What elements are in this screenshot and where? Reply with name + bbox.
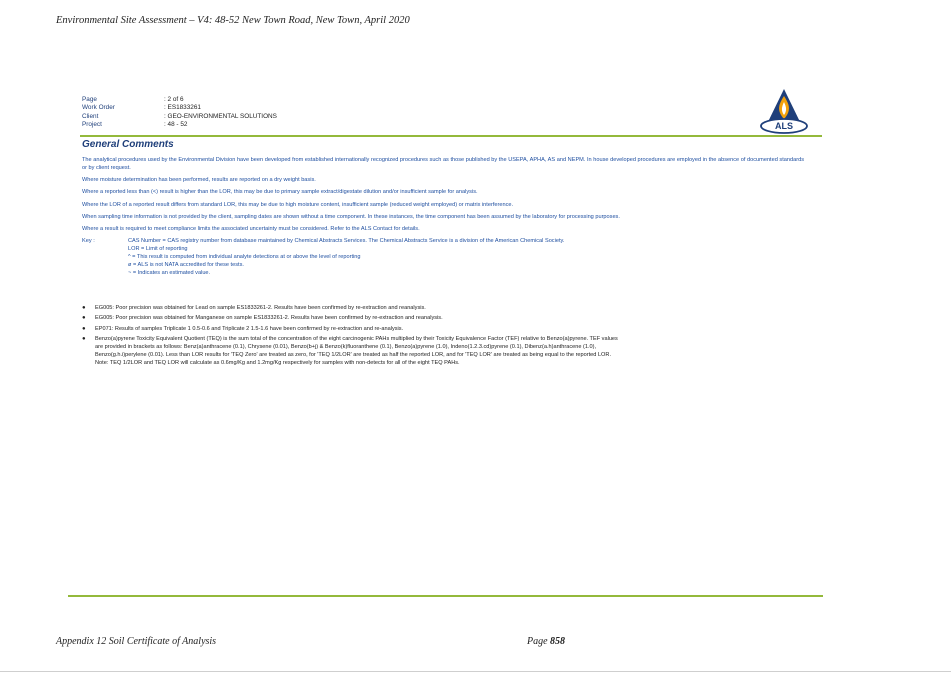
note-line: are provided in brackets as follows: Benz(a)anthracene (0.1), Chrysene (0.01), Benzo(b+j) & Benzo(k)fluoranthene (0.1), Benzo(a)pyrene (1.0), Indeno(1.2.3.cd)pyrene (0.1), Dibenz(a.h)anthracene (1.0), xyxy=(95,344,597,351)
comment-paragraph: When sampling time information is not provided by the client, sampling dates are shown without a time component. In these instances, the time component has been assumed by the laboratory for processing purposes. xyxy=(82,213,620,220)
meta-label: Client xyxy=(82,112,99,120)
note-line: EG005: Poor precision was obtained for Manganese on sample ES1833261-2. Results have been confirmed by re-extraction and reanalysis. xyxy=(95,315,443,322)
note-line: Benzo(g.h.i)perylene (0.01). Less than LOR results for 'TEQ Zero' are treated as zero, for 'TEQ 1/2LOR' are treated as half the reported LOR, and for 'TEQ LOR' are treated as being equal to the reported LOR. xyxy=(95,352,612,359)
meta-value: : ES1833261 xyxy=(164,104,201,112)
report-meta xyxy=(82,96,277,129)
page-number: 858 xyxy=(550,636,566,647)
key-label: Key : xyxy=(82,238,95,245)
meta-row-client xyxy=(82,113,277,121)
note-item xyxy=(82,335,742,367)
note-item xyxy=(82,304,742,312)
analysis-notes xyxy=(82,304,742,370)
general-comments xyxy=(82,156,804,277)
bullet-icon: ● xyxy=(82,336,86,343)
bullet-icon: ● xyxy=(82,315,86,322)
logo-text: ALS xyxy=(775,121,793,132)
key-legend xyxy=(82,237,804,277)
meta-value: : 48 - 52 xyxy=(164,120,188,128)
comment-paragraph: Where the LOR of a reported result differs from standard LOR, this may be due to high moisture content, insufficient sample (reduced weight employed) or matrix interference. xyxy=(82,201,514,208)
note-line: Note: TEQ 1/2LOR and TEQ LOR will calculate as 0.6mg/Kg and 1.2mg/Kg respectively for samples with non-detects for all of the eight TEQ PAHs. xyxy=(95,360,460,367)
page-label: Page xyxy=(527,636,551,647)
bullet-icon: ● xyxy=(82,305,86,311)
key-line: ø = ALS is not NATA accredited for these tests. xyxy=(128,262,244,269)
note-text xyxy=(95,325,403,333)
meta-row-project xyxy=(82,121,277,129)
meta-value: : GEO-ENVIRONMENTAL SOLUTIONS xyxy=(164,112,277,120)
section-title: General Comments xyxy=(82,139,174,150)
note-line: Benzo(a)pyrene Toxicity Equivalent Quotient (TEQ) is the sum total of the concentration of the eight carcinogenic PAHs multiplied by their Toxicity Equivalence Factor (TEF) relative to Benzo(a)pyrene. TEF values xyxy=(95,336,618,343)
key-line: ^ = This result is computed from individual analyte detections at or above the level of reporting xyxy=(128,254,361,261)
als-logo xyxy=(758,86,810,136)
meta-label: Work Order xyxy=(82,104,115,112)
note-text xyxy=(95,304,426,312)
note-line: EG005: Poor precision was obtained for Lead on sample ES1833261-2. Results have been confirmed by re-extraction and reanalysis. xyxy=(95,305,426,311)
comment-paragraph: Where moisture determination has been performed, results are reported on a dry weight basis. xyxy=(82,177,316,184)
comment-paragraph: The analytical procedures used by the Environmental Division have been developed from established internationally recognized procedures such as those published by the USEPA, APHA, AS and NEPM. In house developed procedures are employed in the absence of documented standards or by client request. xyxy=(82,157,804,171)
bullet-icon: ● xyxy=(82,325,86,332)
note-text xyxy=(95,335,618,367)
running-header: Environmental Site Assessment – V4: 48-52 New Town Road, New Town, April 2020 xyxy=(56,15,410,26)
comment-paragraph: Where a reported less than (<) result is higher than the LOR, this may be due to primary sample extract/digestate dilution and/or insufficient sample for analysis. xyxy=(82,189,478,196)
meta-value: : 2 of 6 xyxy=(164,96,184,103)
key-line: ~ = Indicates an estimated value. xyxy=(128,270,211,277)
header-divider xyxy=(80,135,822,137)
key-line: LOR = Limit of reporting xyxy=(128,246,188,253)
meta-label: Page xyxy=(82,96,97,103)
key-line: CAS Number = CAS registry number from database maintained by Chemical Abstracts Services. The Chemical Abstracts Service is a division of the American Chemical Society. xyxy=(128,238,565,245)
key-lines xyxy=(128,237,564,277)
meta-row-page xyxy=(82,96,277,104)
footer-page-number xyxy=(527,636,565,647)
note-item xyxy=(82,314,742,322)
footer-appendix-title: Appendix 12 Soil Certificate of Analysis xyxy=(56,636,217,647)
meta-label: Project xyxy=(82,120,102,128)
page-bottom-edge xyxy=(0,671,951,672)
meta-row-work-order xyxy=(82,104,277,112)
note-item xyxy=(82,325,742,333)
note-line: EP071: Results of samples Triplicate 1 0.5-0.6 and Triplicate 2 1.5-1.6 have been confirmed by re-extraction and re-analysis. xyxy=(95,325,404,332)
note-text xyxy=(95,314,443,322)
footer-divider xyxy=(68,595,823,597)
comment-paragraph: Where a result is required to meet compliance limits the associated uncertainty must be considered. Refer to the ALS Contact for details. xyxy=(82,225,420,232)
